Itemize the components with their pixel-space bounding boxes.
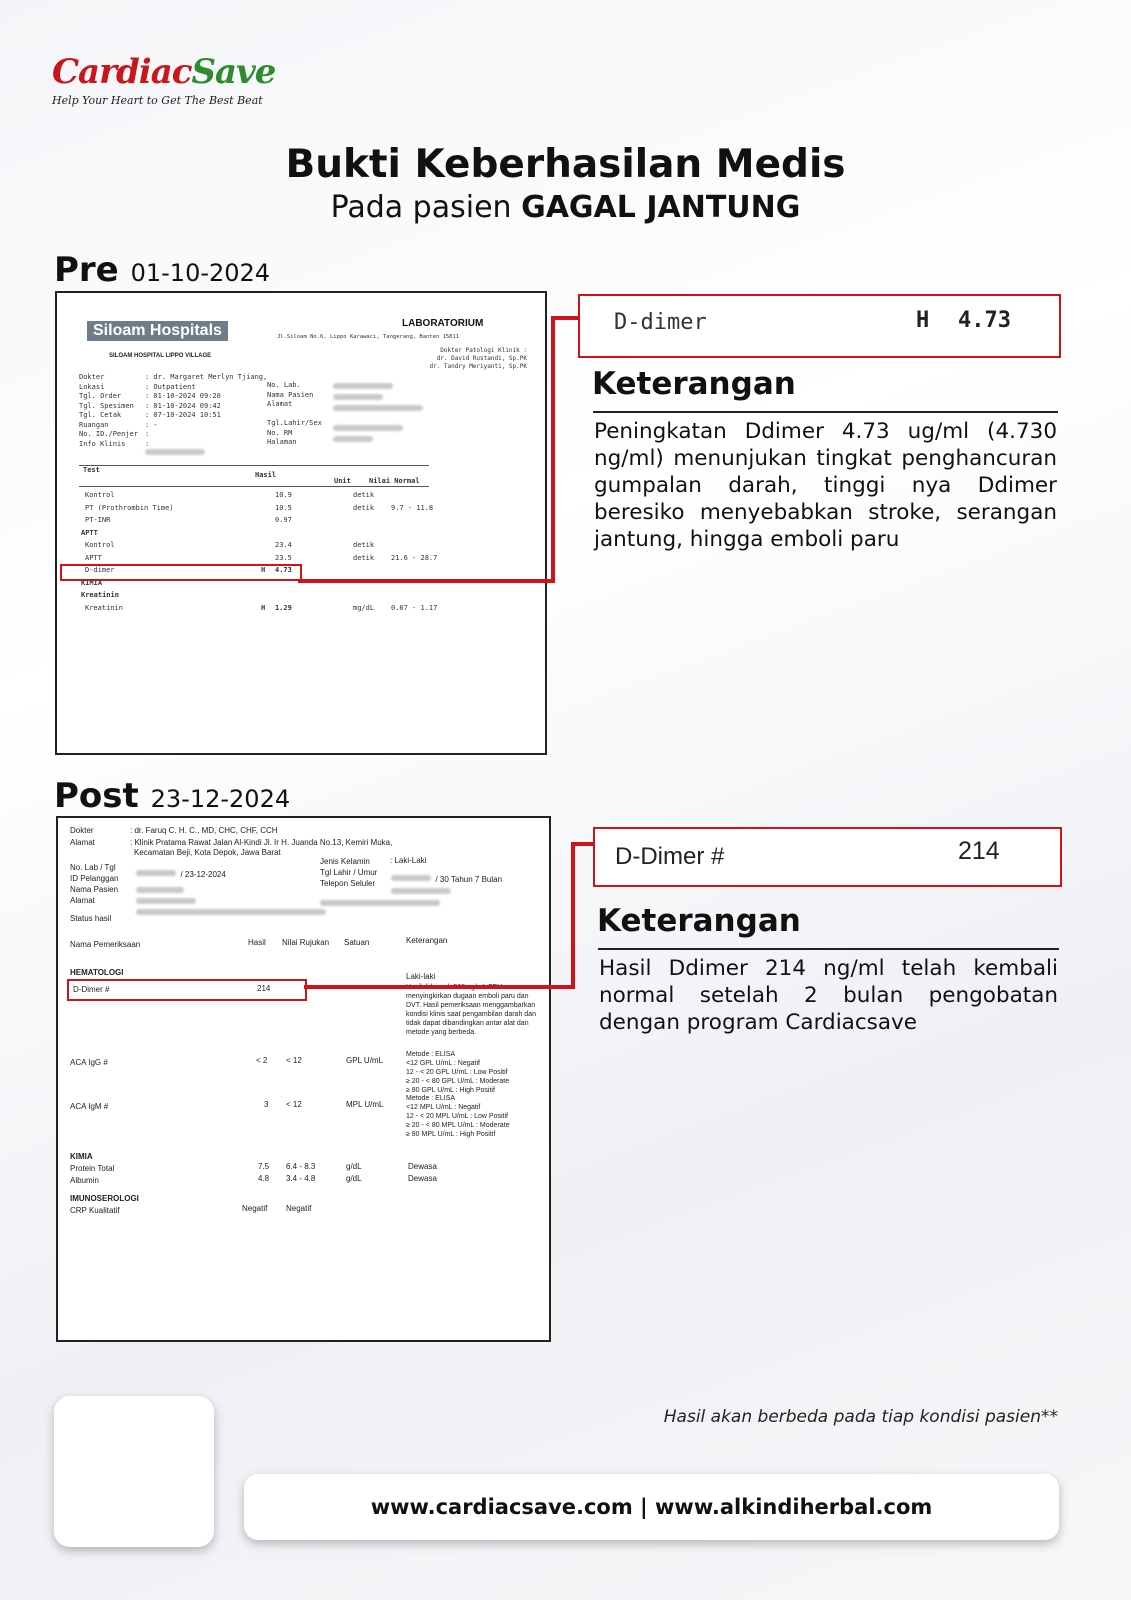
post-alamat-value2: Kecamatan Beji, Kota Depok, Jawa Barat [134,848,281,857]
col-nilai-normal: Nilai Normal [369,477,420,485]
lab-title: LABORATORIUM [402,318,484,329]
patient-info-value: : dr. Margaret Merlyn Tjiang, [145,373,268,381]
post-acag-ref: < 12 [286,1056,302,1065]
pre-ddimer-callout [578,294,1061,358]
post-protein-ref: 6.4 - 8.3 [286,1162,316,1171]
patient-info-label: Tgl. Order [79,392,122,400]
patient-mid-label: Nama Pasien [267,390,314,399]
post-connector-h [304,985,574,989]
patient-info-value: : [145,430,150,438]
patient-info-label: No. ID./Penjer [79,430,139,438]
pathology-doctors [377,347,527,371]
post-col-keterangan: Keterangan [406,936,448,945]
pre-callout-test: D-dimer [614,310,707,335]
patient-info-values [145,373,267,449]
col-test: Test [83,466,100,474]
row-test: PT-INR [85,516,111,524]
hospital-address: Jl.Siloam No.6, Lippo Karawaci, Tangerang, Banten 15811 [277,334,460,340]
logo-wordmark [52,52,276,92]
patient-info-label: Ruangan [79,420,109,429]
col-hasil: Hasil [255,471,277,479]
page-subtitle [0,190,1131,225]
post-acag-note-line: <12 GPL U/mL : Negatif [406,1060,480,1067]
subtitle-bold: GAGAL JANTUNG [521,190,801,225]
post-left-label: No. Lab / Tgl [70,863,116,872]
logo-tagline: Help Your Heart to Get The Best Beat [52,94,263,107]
patient-mid-label: No. Lab. [267,381,301,389]
post-lab-date: / 23-12-2024 [180,870,226,879]
post-age: / 30 Tahun 7 Bulan [435,875,503,884]
patient-mid-label [267,410,322,420]
post-protein-hasil: 7.5 [258,1162,270,1171]
row-hasil: 0.97 [275,516,292,524]
post-status: Status hasil [70,914,112,923]
logo-part-cardiac: Cardiac [52,52,192,92]
post-acam-note-line: ≥ 80 MPL U/mL : High Positif [406,1131,496,1138]
row-flag: H [261,566,266,574]
patient-info-value: : - [145,420,158,429]
patient-info-value: : 01-10-2024 09:42 [145,401,221,410]
pre-keterangan-text: Peningkatan Ddimer 4.73 ug/ml (4.730 ng/ml) menunjukan tingkat penghancuran gumpalan darah, tinggi nya Ddimer beresiko menyebabkan stroke, serangan jantung, hingga emboli paru [594,419,1057,552]
row-unit: detik [353,491,375,499]
pre-connector-v [551,316,555,583]
row-test: Kreatinin [85,603,123,612]
post-col-nama: Nama Pemeriksaan [70,940,141,949]
redacted-id [145,443,205,461]
patient-info-value: : 07-10-2024 10:51 [145,411,221,419]
row-unit: mg/dL [353,603,375,612]
post-alamat-label: Alamat [70,838,95,847]
post-dokter-label: Dokter [70,826,94,835]
patient-mid-label: Halaman [267,438,297,446]
post-ddimer-name: D-Dimer # [73,985,110,994]
pre-lab-document [55,291,547,755]
post-right-label: Jenis Kelamin [320,857,370,866]
patient-info-label: Info Klinis [79,439,126,448]
col-unit: Unit [334,477,351,485]
row-test: Kreatinin [81,591,119,599]
table-rule-mid [79,486,429,487]
hospital-name: SILOAM HOSPITAL LIPPO VILLAGE [109,353,212,359]
row-hasil: 10.5 [275,503,292,512]
post-crp-hasil: Negatif [242,1204,268,1213]
post-albumin-ref: 3.4 - 4.8 [286,1174,316,1183]
row-normal: 9.7 - 11.8 [391,503,434,512]
row-hasil: 23.5 [275,553,292,562]
post-albumin-name: Albumin [70,1176,99,1185]
post-crp-ref: Negatif [286,1204,312,1213]
disclaimer: Hasil akan berbeda pada tiap kondisi pasien** [663,1407,1058,1427]
patient-info-value: : Outpatient [145,382,196,391]
post-right-label: Tgl Lahir / Umur [320,868,378,877]
row-test: Kontrol [85,491,115,499]
pre-keterangan-title: Keterangan [592,366,796,402]
post-col-satuan: Satuan [344,938,370,947]
post-left-label: ID Pelanggan [70,874,119,883]
row-test: D-dimer [85,566,115,574]
row-normal: 21.6 - 28.7 [391,553,438,562]
post-acag-note-line: ≥ 80 GPL U/mL : High Positif [406,1087,495,1094]
post-label: Post [54,776,139,816]
pathology-doctor-line: dr. Tandry Meriyanti, Sp.PK [429,363,527,370]
post-left-label: Alamat [70,896,95,905]
row-unit: detik [353,541,375,549]
post-keterangan-rule [598,948,1059,950]
post-protein-name: Protein Total [70,1164,115,1173]
post-acag-name: ACA IgG # [70,1058,108,1067]
pre-connector-h [298,579,554,583]
post-ddimer-note: menyingkirkan dugaan emboli paru dan DVT. Hasil pemeriksaan menggambarkan kondisi klinis saat pengambilan darah dan tidak dapat dibandingkan antar alat dan metode yang berbeda. [406,993,536,1036]
row-hasil: 10.9 [275,491,292,499]
post-redacted-left [136,864,326,915]
pre-callout-flag: H [916,308,930,333]
logo-part-save: Save [191,52,276,92]
post-gender: : Laki-Laki [390,856,427,865]
pre-section-label [54,250,270,290]
page-title: Bukti Keberhasilan Medis [285,142,846,187]
post-acag-hasil: < 2 [256,1056,268,1065]
row-test: PT (Prothrombin Time) [85,503,174,512]
post-ddimer-ket: Laki-laki [406,972,436,981]
subtitle-prefix: Pada pasien [330,190,512,225]
siloam-logo: Siloam Hospitals [87,321,228,341]
post-albumin-ket: Dewasa [408,1174,437,1183]
patient-info-label: Tgl. Cetak [79,411,122,419]
row-hasil: 1.29 [275,603,292,612]
post-connector-v [571,842,575,989]
patient-mid-label: Alamat [267,400,293,408]
pathology-doctor-line: dr. David Rustandi, Sp.PK [436,355,527,362]
post-keterangan-text: Hasil Ddimer 214 ng/ml telah kembali normal setelah 2 bulan pengobatan dengan program Cardiacsave [599,956,1058,1035]
footer-card [54,1396,214,1547]
post-ddimer-value: 214 [257,984,271,993]
patient-info-value: : [145,439,150,448]
post-right-label: Telepon Seluler [320,879,376,888]
row-normal: 0.67 - 1.17 [391,603,438,612]
row-test: APTT [81,528,98,537]
pre-ddimer-highlight [60,564,302,581]
post-protein-ket: Dewasa [408,1162,437,1171]
post-albumin-hasil: 4.8 [258,1174,270,1183]
post-right-labels [320,856,377,889]
row-test: Kontrol [85,541,115,549]
post-acag-unit: GPL U/mL [346,1056,384,1065]
post-left-labels [70,862,118,906]
post-section-label [54,776,290,816]
post-col-rujukan: Nilai Rujukan [282,938,330,947]
patient-mid-label: Tgl.Lahir/Sex [267,419,322,427]
pre-keterangan-rule [593,411,1058,413]
patient-info-label: Dokter [79,373,105,381]
post-crp-name: CRP Kualitatif [70,1206,120,1215]
pre-label: Pre [54,250,119,290]
post-kimia: KIMIA [70,1152,93,1161]
post-dokter-value: : dr. Faruq C. H. C., MD, CHC, CHF, CCH [130,826,278,835]
post-acag-note-line: 12 - < 20 GPL U/mL : Low Positif [406,1069,508,1076]
pre-connector-top [551,316,581,320]
post-acam-note-line: <12 MPL U/mL : Negatif [406,1104,481,1111]
post-date: 23-12-2024 [150,785,291,813]
post-lab-document [56,816,551,1342]
patient-info-value: : 01-10-2024 09:20 [145,392,221,400]
post-acam-note-line: Metode : ELISA [406,1095,456,1102]
post-acag-note-line: ≥ 20 - < 80 GPL U/mL : Moderate [406,1078,510,1085]
post-left-label: Nama Pasien [70,885,119,894]
post-hematologi: HEMATOLOGI [70,968,124,977]
row-unit: detik [353,553,375,562]
row-unit: detik [353,503,375,512]
patient-mid-labels [267,381,322,448]
patient-info-label: Lokasi [79,382,105,391]
footer-bar [244,1474,1059,1540]
table-rule-top [79,465,429,466]
post-alamat-value1: : Klinik Pratama Rawat Jalan Al-Kindi Jl. Ir H. Juanda No.13, Kemiri Muka, [130,838,393,847]
post-acam-note-line: 12 - < 20 MPL U/mL : Low Positif [406,1113,508,1120]
patient-mid-label: No. RM [267,428,293,437]
row-test: KIMIA [81,578,103,587]
post-acam-unit: MPL U/mL [346,1100,384,1109]
post-acag-note-line: Metode : ELISA [406,1051,456,1058]
post-callout-test: D-Dimer # [615,843,725,870]
post-albumin-unit: g/dL [346,1174,362,1183]
post-col-hasil: Hasil [248,938,266,947]
patient-info-label: Tgl. Spesimen [79,401,134,410]
redacted-values [333,383,423,447]
post-acag-note [406,1050,509,1095]
row-test: APTT [85,553,102,562]
brand-logo [52,52,276,122]
post-acam-note-line: ≥ 20 - < 80 MPL U/mL : Moderate [406,1122,510,1129]
patient-info-labels [79,373,138,449]
footer-links[interactable]: www.cardiacsave.com | www.alkindiherbal.com [370,1495,933,1519]
post-ddimer-highlight [67,979,307,1001]
row-flag: H [261,603,266,612]
post-acam-note [406,1094,510,1139]
post-keterangan-title: Keterangan [597,903,801,939]
post-callout-value: 214 [958,837,1000,865]
post-acam-name: ACA IgM # [70,1102,109,1111]
post-protein-unit: g/dL [346,1162,362,1171]
post-address-redacted [320,894,440,912]
row-hasil: 23.4 [275,541,292,549]
pre-date: 01-10-2024 [130,259,271,287]
row-hasil: 4.73 [275,566,292,574]
post-ddimer-callout [593,827,1062,887]
pathology-doctor-line: Dokter Patologi Klinik : [440,347,527,354]
post-imuno: IMUNOSEROLOGI [70,1194,139,1203]
pre-callout-value: 4.73 [958,308,1011,333]
post-acam-hasil: 3 [264,1100,269,1109]
post-acam-ref: < 12 [286,1100,302,1109]
